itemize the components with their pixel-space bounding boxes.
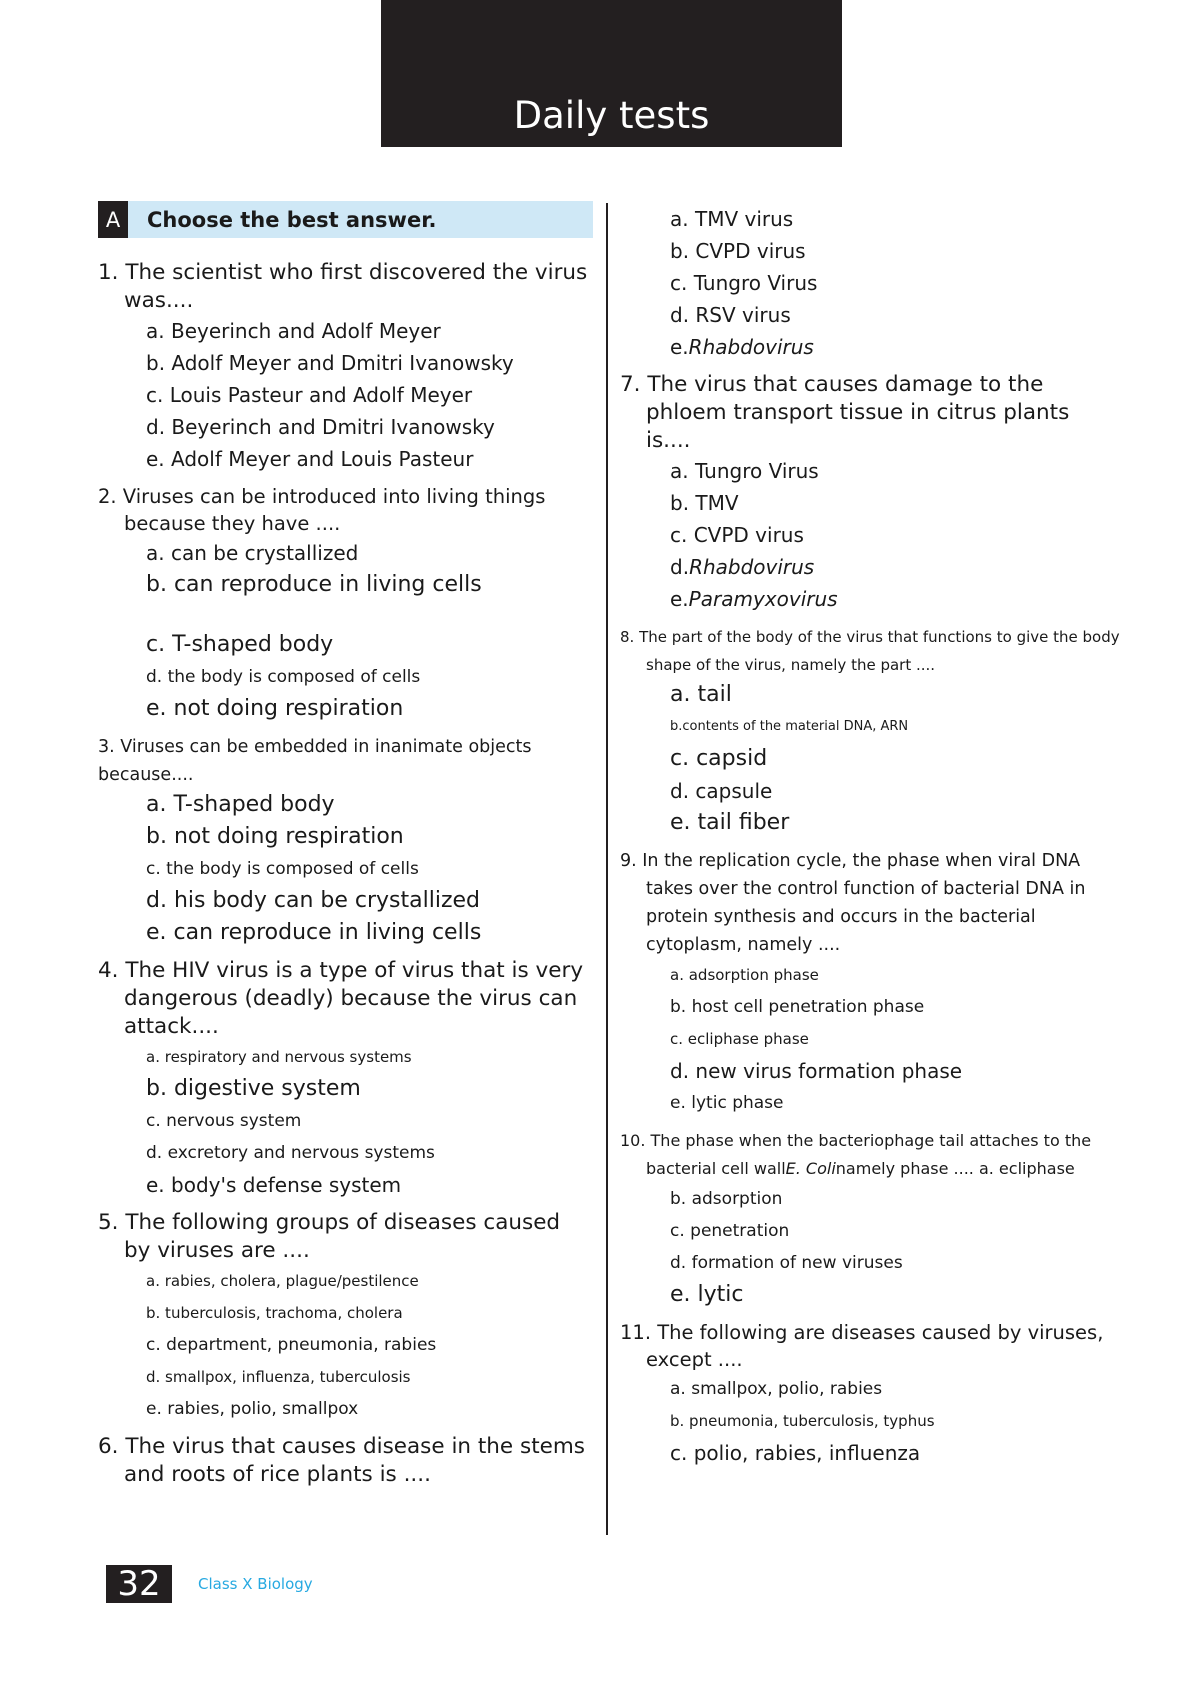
answer-option[interactable]: a. T-shaped body	[146, 792, 335, 817]
answer-option[interactable]: b. not doing respiration	[146, 824, 404, 849]
right-column	[620, 203, 1120, 1477]
answer-option[interactable]: e. lytic	[670, 1282, 744, 1307]
answer-option[interactable]	[620, 583, 1120, 615]
answer-option[interactable]	[620, 551, 1120, 583]
answer-option[interactable]: b. can reproduce in living cells	[146, 572, 482, 597]
answer-option[interactable]: d. Beyerinch and Dmitri Ivanowsky	[146, 415, 495, 439]
answer-option[interactable]: e. body's defense system	[146, 1173, 402, 1197]
answer-option[interactable]: e. rabies, polio, smallpox	[146, 1399, 359, 1419]
answer-option[interactable]: c. Louis Pasteur and Adolf Meyer	[146, 383, 473, 407]
question-4	[98, 957, 593, 1201]
answer-option[interactable]: e. lytic phase	[670, 1093, 784, 1113]
section-header	[98, 201, 593, 238]
footer-label: Class X Biology	[198, 1575, 313, 1593]
question-text-part: 10. The phase when the bacteriophage tail attaches to the bacterial cell wall	[620, 1131, 1092, 1178]
question-10	[620, 1127, 1120, 1311]
question-text-part: namely phase .... a. ecliphase	[835, 1159, 1075, 1178]
answer-option[interactable]: b. pneumonia, tuberculosis, typhus	[670, 1412, 935, 1430]
answer-option[interactable]: e. tail fiber	[670, 810, 790, 835]
answer-option[interactable]: c. CVPD virus	[670, 523, 804, 547]
answer-option[interactable]: b. CVPD virus	[670, 239, 806, 263]
question-text: 2. Viruses can be introduced into living things because they have ....	[98, 485, 546, 535]
question-text: 5. The following groups of diseases caused by viruses are ....	[98, 1210, 561, 1263]
answer-option[interactable]: b.contents of the material DNA, ARN	[670, 719, 909, 734]
answer-option[interactable]: d. excretory and nervous systems	[146, 1143, 435, 1163]
page-title-bar	[381, 0, 842, 147]
option-text: Paramyxovirus	[688, 587, 838, 611]
answer-option[interactable]: c. Tungro Virus	[670, 271, 818, 295]
answer-option[interactable]: d. RSV virus	[670, 303, 791, 327]
spacer	[98, 601, 593, 629]
answer-option[interactable]: d. smallpox, influenza, tuberculosis	[146, 1368, 411, 1386]
answer-option[interactable]: c. nervous system	[146, 1111, 302, 1131]
question-8	[620, 623, 1120, 839]
left-column	[98, 201, 593, 1497]
answer-option[interactable]: a. adsorption phase	[670, 966, 819, 984]
answer-option[interactable]: b. digestive system	[146, 1076, 361, 1101]
answer-option[interactable]: d. his body can be crystallized	[146, 888, 480, 913]
answer-option[interactable]: b. adsorption	[670, 1189, 783, 1209]
answer-option[interactable]: b. Adolf Meyer and Dmitri Ivanowsky	[146, 351, 514, 375]
question-9	[620, 847, 1120, 1119]
question-6	[98, 1433, 593, 1489]
question-text: 6. The virus that causes disease in the stems and roots of rice plants is ....	[98, 1434, 585, 1487]
answer-option[interactable]: d. capsule	[670, 779, 773, 803]
answer-option[interactable]: e. Adolf Meyer and Louis Pasteur	[146, 447, 474, 471]
section-title: Choose the best answer.	[147, 207, 437, 232]
answer-option[interactable]: c. capsid	[670, 746, 768, 771]
answer-option[interactable]: a. TMV virus	[670, 207, 794, 231]
question-text: 4. The HIV virus is a type of virus that is very dangerous (deadly) because the virus can attack....	[98, 958, 584, 1039]
answer-option[interactable]: a. tail	[670, 682, 732, 707]
answer-option[interactable]: c. T-shaped body	[146, 632, 334, 657]
question-3	[98, 733, 593, 949]
option-text: Rhabdovirus	[688, 335, 814, 359]
answer-option[interactable]: c. department, pneumonia, rabies	[146, 1335, 437, 1355]
question-text: 11. The following are diseases caused by viruses, except ....	[620, 1321, 1104, 1371]
question-text	[620, 1127, 1120, 1183]
answer-option[interactable]: a. rabies, cholera, plague/pestilence	[146, 1272, 419, 1290]
section-letter: A	[98, 201, 128, 238]
option-letter: e.	[670, 335, 689, 359]
answer-option[interactable]: b. TMV	[670, 491, 739, 515]
answer-option[interactable]: a. smallpox, polio, rabies	[670, 1379, 883, 1399]
answer-option[interactable]: d. formation of new viruses	[670, 1253, 903, 1273]
answer-option[interactable]: a. respiratory and nervous systems	[146, 1048, 412, 1066]
answer-option[interactable]: a. can be crystallized	[146, 541, 359, 565]
question-6-options	[620, 203, 1120, 363]
question-5	[98, 1209, 593, 1425]
question-2	[98, 483, 593, 725]
column-divider	[606, 203, 608, 1535]
option-letter: d.	[670, 555, 690, 579]
option-letter: e.	[670, 587, 689, 611]
page-number: 32	[106, 1565, 172, 1603]
question-text: 1. The scientist who first discovered the virus was....	[98, 260, 588, 313]
question-1	[98, 259, 593, 475]
answer-option[interactable]: b. tuberculosis, trachoma, cholera	[146, 1304, 403, 1322]
answer-option[interactable]: a. Tungro Virus	[670, 459, 819, 483]
question-text: 7. The virus that causes damage to the phloem transport tissue in citrus plants is....	[620, 372, 1070, 453]
question-text: 3. Viruses can be embedded in inanimate objects because....	[98, 737, 532, 785]
answer-option[interactable]: c. penetration	[670, 1221, 790, 1241]
answer-option[interactable]	[620, 331, 1120, 363]
answer-option[interactable]: b. host cell penetration phase	[670, 997, 925, 1017]
answer-option[interactable]: c. ecliphase phase	[670, 1030, 809, 1048]
answer-option[interactable]: c. polio, rabies, influenza	[670, 1441, 921, 1465]
question-text-italic: E. Coli	[785, 1159, 836, 1178]
answer-option[interactable]: a. Beyerinch and Adolf Meyer	[146, 319, 441, 343]
option-text: Rhabdovirus	[689, 555, 815, 579]
answer-option[interactable]: e. can reproduce in living cells	[146, 920, 482, 945]
answer-option[interactable]: e. not doing respiration	[146, 696, 404, 721]
answer-option[interactable]: d. new virus formation phase	[670, 1059, 963, 1083]
question-text: 9. In the replication cycle, the phase when viral DNA takes over the control function of bacterial DNA in protein synthesis and occurs in the bacterial cytoplasm, namely ....	[620, 851, 1086, 955]
question-7	[620, 371, 1120, 615]
page-title: Daily tests	[513, 94, 710, 137]
question-text: 8. The part of the body of the virus that functions to give the body shape of the virus, namely the part ....	[620, 628, 1120, 674]
question-11	[620, 1319, 1120, 1469]
answer-option[interactable]: d. the body is composed of cells	[146, 667, 421, 687]
answer-option[interactable]: c. the body is composed of cells	[146, 859, 419, 879]
